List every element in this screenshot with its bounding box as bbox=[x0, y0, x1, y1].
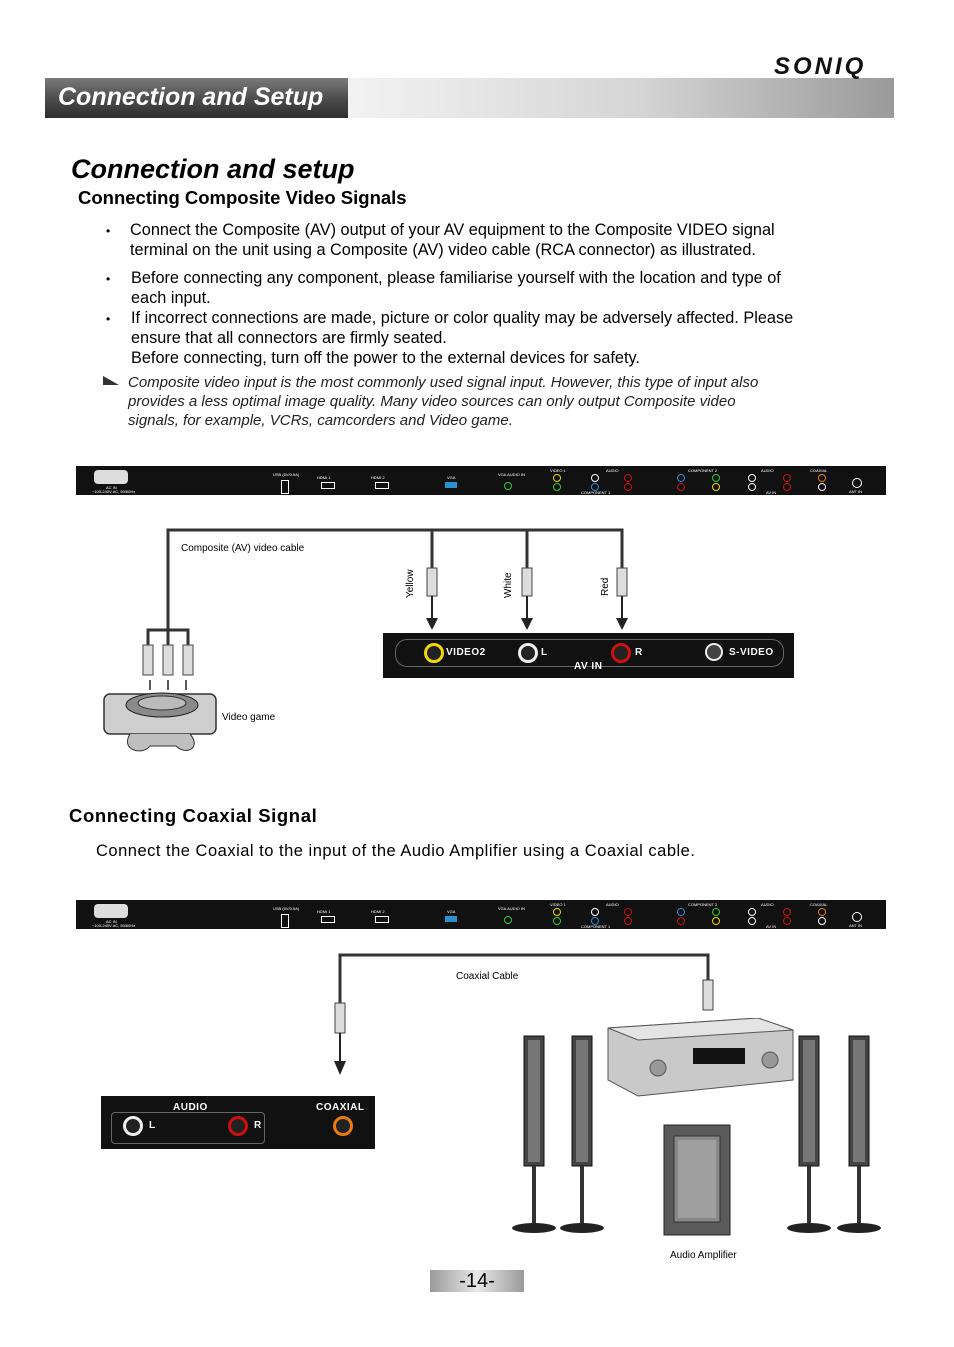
pb2-jack-icon bbox=[677, 474, 685, 482]
hdmi1-label: HDMI 1 bbox=[317, 475, 331, 480]
bullet-3-line-1: If incorrect connections are made, picture or color quality may be adversely affected. Please bbox=[131, 309, 794, 327]
amplifier-label: Audio Amplifier bbox=[670, 1250, 737, 1261]
vga-port-icon bbox=[445, 482, 457, 488]
vga-port-icon bbox=[445, 916, 457, 922]
y1-jack-icon bbox=[553, 483, 561, 491]
av-svideo-label: S-VIDEO bbox=[729, 647, 774, 658]
video2-jack-icon bbox=[424, 643, 444, 663]
coaxial-jack-icon bbox=[333, 1116, 353, 1136]
bullet-dot: • bbox=[106, 312, 111, 326]
audio-label: AUDIO bbox=[173, 1102, 208, 1113]
bullet-dot: • bbox=[106, 224, 111, 238]
coaxial-heading: Connecting Coaxial Signal bbox=[69, 805, 318, 826]
tv-rear-panel bbox=[76, 466, 886, 495]
note-line-1: Composite video input is the most commonly used signal input. However, this type of input also bbox=[128, 374, 759, 391]
hdmi1-port-icon bbox=[321, 916, 335, 923]
tv-rear-panel-2 bbox=[76, 900, 886, 929]
cable-label: Composite (AV) video cable bbox=[181, 543, 305, 554]
coaxial-jack-icon bbox=[818, 908, 826, 916]
bullet-dot: • bbox=[106, 272, 111, 286]
l3-jack-icon bbox=[748, 483, 756, 491]
audio-l-label: L bbox=[149, 1120, 156, 1131]
video1-label: VIDEO 1 bbox=[550, 902, 566, 907]
video1-jack-icon bbox=[553, 474, 561, 482]
pr2-jack-icon bbox=[677, 483, 685, 491]
note-line-2: provides a less optimal image quality. Many video sources can only output Composite video bbox=[128, 393, 736, 410]
page-number: -14- bbox=[459, 1270, 495, 1292]
vga-audio-label: VGA AUDIO IN bbox=[498, 906, 525, 911]
av-in-panel bbox=[383, 633, 794, 678]
av-video2-label: VIDEO2 bbox=[446, 647, 486, 658]
composite-heading: Connecting Composite Video Signals bbox=[78, 187, 407, 208]
bullet-2-line-1: Before connecting any component, please familiarise yourself with the location and type of bbox=[131, 269, 781, 287]
coaxial-label: COAXIAL bbox=[810, 902, 828, 907]
component1-label: COMPONENT 1 bbox=[581, 490, 611, 495]
r3-jack-icon bbox=[783, 917, 791, 925]
audio2-label: AUDIO bbox=[761, 468, 774, 473]
usb-label: USB (5V/0.5A) bbox=[273, 906, 300, 911]
audio-r-jack-icon bbox=[228, 1116, 248, 1136]
hdmi2-port-icon bbox=[375, 916, 389, 923]
ac-socket-icon bbox=[94, 904, 128, 918]
coaxial-jack-icon bbox=[818, 474, 826, 482]
bullet-3-line-2: ensure that all connectors are firmly seated. bbox=[131, 329, 447, 347]
usb-port-icon bbox=[281, 480, 289, 494]
bullet-3 bbox=[131, 308, 793, 368]
y1-jack-icon bbox=[553, 917, 561, 925]
l2-jack-icon bbox=[748, 474, 756, 482]
note bbox=[128, 373, 758, 430]
bullet-1 bbox=[130, 220, 775, 260]
speaker-icon bbox=[560, 1036, 604, 1233]
speaker-icon bbox=[837, 1036, 881, 1233]
video2-jack-icon bbox=[712, 917, 720, 925]
audio-label: AUDIO bbox=[606, 902, 619, 907]
vga-label: VGA bbox=[447, 909, 456, 914]
pb2-jack-icon bbox=[677, 908, 685, 916]
coaxial-cable-label: Coaxial Cable bbox=[456, 971, 519, 982]
ac-rating: ~100-240V AC, 50/60Hz bbox=[92, 923, 136, 928]
svideo-jack-icon bbox=[818, 917, 826, 925]
pr1-jack-icon bbox=[624, 483, 632, 491]
video1-label: VIDEO 1 bbox=[550, 468, 566, 473]
r-jack-icon bbox=[624, 474, 632, 482]
audio-l-jack-icon bbox=[123, 1116, 143, 1136]
audio-l-jack-icon bbox=[518, 643, 538, 663]
brand-logo bbox=[772, 50, 878, 80]
y2-jack-icon bbox=[712, 908, 720, 916]
pr1-jack-icon bbox=[624, 917, 632, 925]
note-line-3: signals, for example, VCRs, camcorders and Video game. bbox=[128, 412, 513, 429]
device-label: Video game bbox=[222, 712, 276, 723]
av-in-label: AV IN bbox=[766, 490, 777, 495]
wire-label-white: White bbox=[503, 572, 514, 598]
note-arrow-icon bbox=[102, 375, 120, 387]
video-game-console-icon bbox=[104, 693, 216, 751]
audio-r-jack-icon bbox=[611, 643, 631, 663]
audio-r-label: R bbox=[254, 1120, 262, 1131]
audio-amplifier-icon bbox=[608, 1018, 793, 1096]
pr2-jack-icon bbox=[677, 917, 685, 925]
video2-jack-icon bbox=[712, 483, 720, 491]
wire-label-yellow: Yellow bbox=[405, 569, 416, 598]
antenna-jack-icon bbox=[852, 912, 862, 922]
coaxial-text: Connect the Coaxial to the input of the Audio Amplifier using a Coaxial cable. bbox=[96, 842, 696, 860]
coaxial-label: COAXIAL bbox=[316, 1102, 365, 1113]
vga-audio-label: VGA AUDIO IN bbox=[498, 472, 525, 477]
svideo-jack-icon bbox=[818, 483, 826, 491]
ac-label: AC IN bbox=[106, 485, 117, 490]
bullet-2 bbox=[131, 268, 781, 308]
hdmi2-port-icon bbox=[375, 482, 389, 489]
section-title: Connection and Setup bbox=[58, 83, 324, 111]
usb-label: USB (5V/0.5A) bbox=[273, 472, 300, 477]
hdmi2-label: HDMI 2 bbox=[371, 475, 385, 480]
usb-port-icon bbox=[281, 914, 289, 928]
av-r-label: R bbox=[635, 647, 643, 658]
component1-label: COMPONENT 1 bbox=[581, 924, 611, 929]
hdmi2-label: HDMI 2 bbox=[371, 909, 385, 914]
svideo-jack-icon bbox=[705, 643, 723, 661]
hdmi1-label: HDMI 1 bbox=[317, 909, 331, 914]
hdmi1-port-icon bbox=[321, 482, 335, 489]
l2-jack-icon bbox=[748, 908, 756, 916]
r2-jack-icon bbox=[783, 474, 791, 482]
ac-rating: ~100-240V AC, 50/60Hz bbox=[92, 489, 136, 494]
brand-text: SONIQ bbox=[774, 53, 867, 80]
bullet-2-line-2: each input. bbox=[131, 289, 211, 307]
r2-jack-icon bbox=[783, 908, 791, 916]
page-title: Connection and setup bbox=[71, 154, 355, 184]
audio-coaxial-panel bbox=[101, 1096, 375, 1149]
ant-in-label: ANT IN bbox=[849, 489, 863, 494]
bullet-1-line-1: Connect the Composite (AV) output of your AV equipment to the Composite VIDEO signal bbox=[130, 221, 775, 239]
r-jack-icon bbox=[624, 908, 632, 916]
ac-label: AC IN bbox=[106, 919, 117, 924]
audio-label: AUDIO bbox=[606, 468, 619, 473]
vga-audio-jack-icon bbox=[504, 916, 512, 924]
bullet-1-line-2: terminal on the unit using a Composite (AV) video cable (RCA connector) as illustrated. bbox=[130, 241, 756, 259]
vga-audio-jack-icon bbox=[504, 482, 512, 490]
subwoofer-icon bbox=[664, 1125, 730, 1235]
ant-in-label: ANT IN bbox=[849, 923, 863, 928]
antenna-jack-icon bbox=[852, 478, 862, 488]
wire-label-red: Red bbox=[600, 577, 611, 596]
component2-label: COMPONENT 2 bbox=[688, 468, 718, 473]
coaxial-label: COAXIAL bbox=[810, 468, 828, 473]
av-l-label: L bbox=[541, 647, 548, 658]
speaker-icon bbox=[512, 1036, 556, 1233]
video1-jack-icon bbox=[553, 908, 561, 916]
component2-label: COMPONENT 2 bbox=[688, 902, 718, 907]
av-in-label: AV IN bbox=[766, 924, 777, 929]
ac-socket-icon bbox=[94, 470, 128, 484]
l3-jack-icon bbox=[748, 917, 756, 925]
vga-label: VGA bbox=[447, 475, 456, 480]
bullet-3-line-3: Before connecting, turn off the power to the external devices for safety. bbox=[131, 349, 640, 367]
l-jack-icon bbox=[591, 908, 599, 916]
r3-jack-icon bbox=[783, 483, 791, 491]
home-theater-illustration bbox=[508, 1018, 888, 1238]
y2-jack-icon bbox=[712, 474, 720, 482]
l-jack-icon bbox=[591, 474, 599, 482]
audio2-label: AUDIO bbox=[761, 902, 774, 907]
speaker-icon bbox=[787, 1036, 831, 1233]
av-in-label: AV IN bbox=[574, 661, 603, 672]
